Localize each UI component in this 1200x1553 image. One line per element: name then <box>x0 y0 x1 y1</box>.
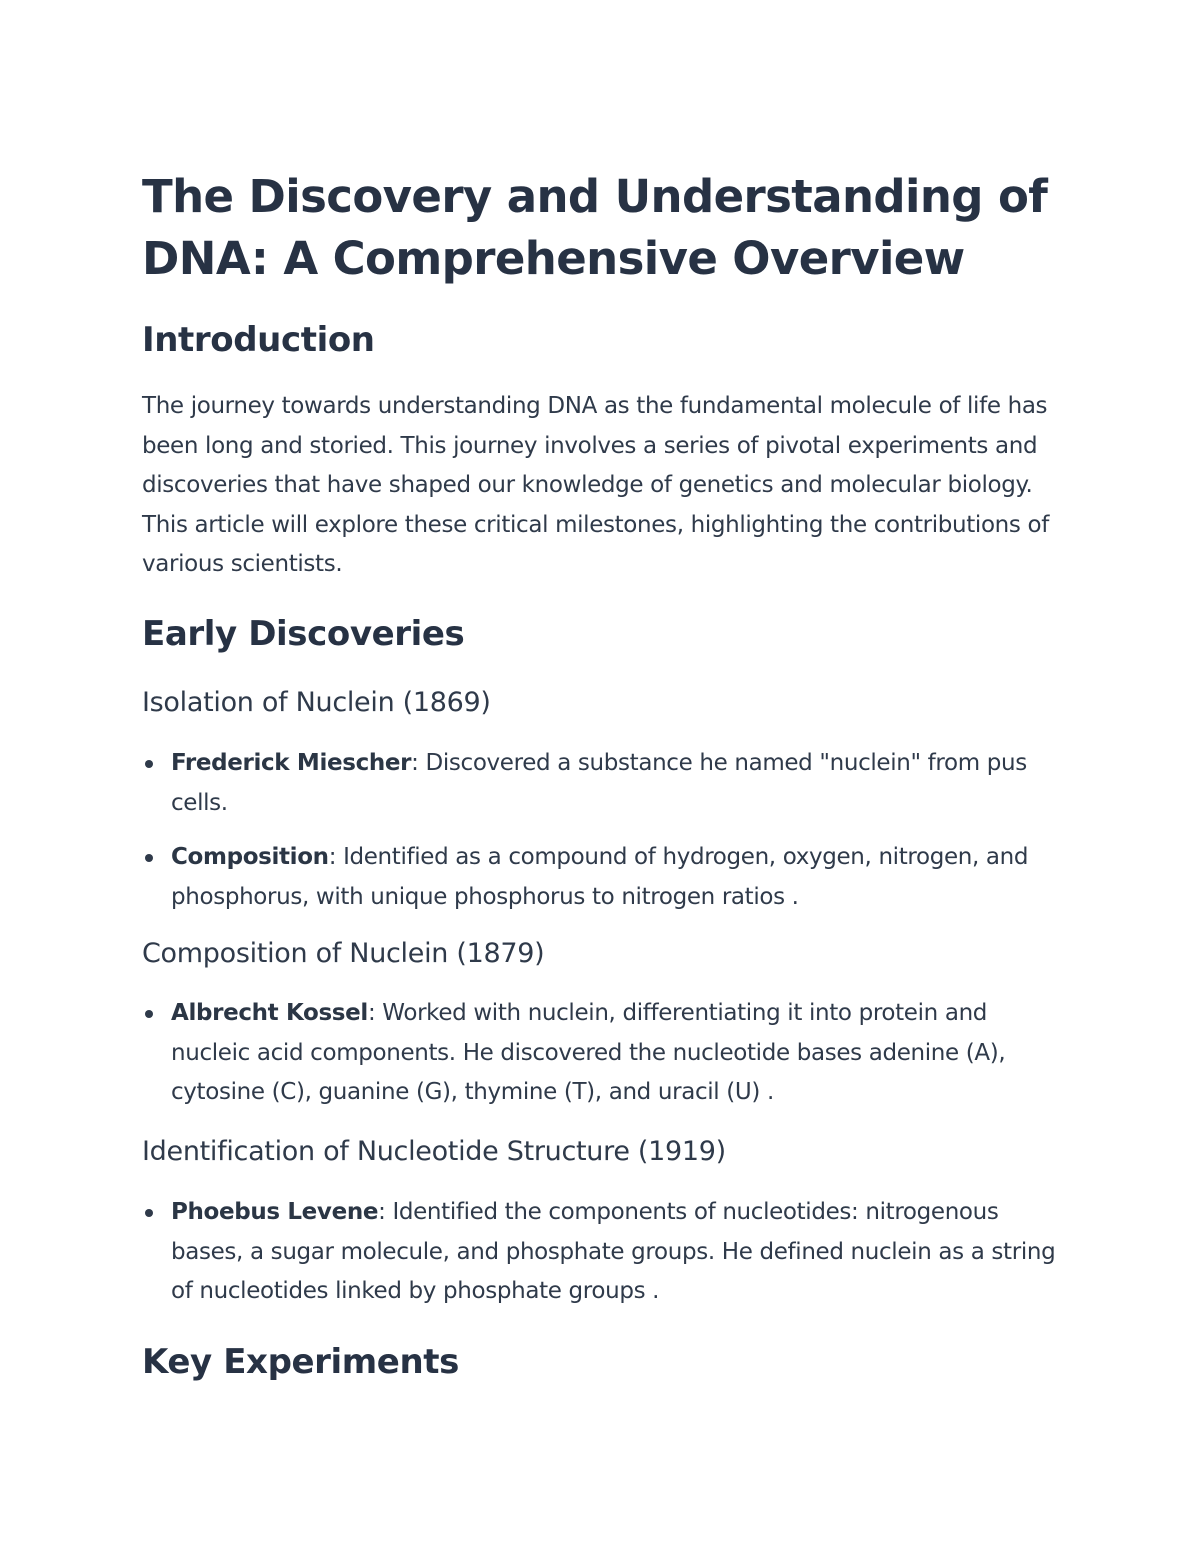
list-item-term: Phoebus Levene <box>171 1199 379 1225</box>
introduction-paragraph: The journey towards understanding DNA as the fundamental molecule of life has been long and storied. This journey involves a series of pivotal experiments and discoveries that have shaped our knowledge of genetics and molecular biology. This article will explore these critical milestones, highlighting the contributions of various scientists. <box>142 393 1049 577</box>
list-item <box>142 838 1057 917</box>
bullet-icon <box>145 1209 153 1217</box>
list-item <box>142 744 1057 823</box>
heading-key-experiments: Key Experiments <box>142 1342 459 1382</box>
list-composition-of-nuclein <box>142 994 1057 1113</box>
list-nucleotide-structure <box>142 1193 1057 1312</box>
list-item-text: : Worked with nuclein, differentiating it into protein and nucleic acid components. He discovered the nucleotide bases adenine (A), cytosine (C), guanine (G), thymine (T), and uracil (U) . <box>171 1000 1006 1105</box>
subheading-nucleotide-structure: Identification of Nucleotide Structure (1919) <box>142 1136 726 1167</box>
bullet-icon <box>145 854 153 862</box>
document-title: The Discovery and Understanding of DNA: A Comprehensive Overview <box>142 170 1048 285</box>
subheading-isolation-of-nuclein: Isolation of Nuclein (1869) <box>142 687 491 718</box>
heading-early-discoveries: Early Discoveries <box>142 614 465 654</box>
bullet-icon <box>145 1010 153 1018</box>
bullet-icon <box>145 760 153 768</box>
list-item <box>142 1193 1057 1312</box>
list-item-text: : Identified the components of nucleotides: nitrogenous bases, a sugar molecule, and phosphate groups. He defined nuclein as a string of nucleotides linked by phosphate groups . <box>171 1199 1056 1304</box>
list-item-term: Composition <box>171 844 329 870</box>
list-item <box>142 994 1057 1113</box>
list-item-text: : Discovered a substance he named "nuclein" from pus cells. <box>171 750 1027 816</box>
list-item-term: Albrecht Kossel <box>171 1000 368 1026</box>
heading-introduction: Introduction <box>142 320 375 360</box>
list-item-term: Frederick Miescher <box>171 750 412 776</box>
subheading-composition-of-nuclein: Composition of Nuclein (1879) <box>142 938 545 969</box>
list-isolation-of-nuclein <box>142 744 1057 917</box>
list-item-text: : Identified as a compound of hydrogen, oxygen, nitrogen, and phosphorus, with unique phosphorus to nitrogen ratios . <box>171 844 1029 910</box>
